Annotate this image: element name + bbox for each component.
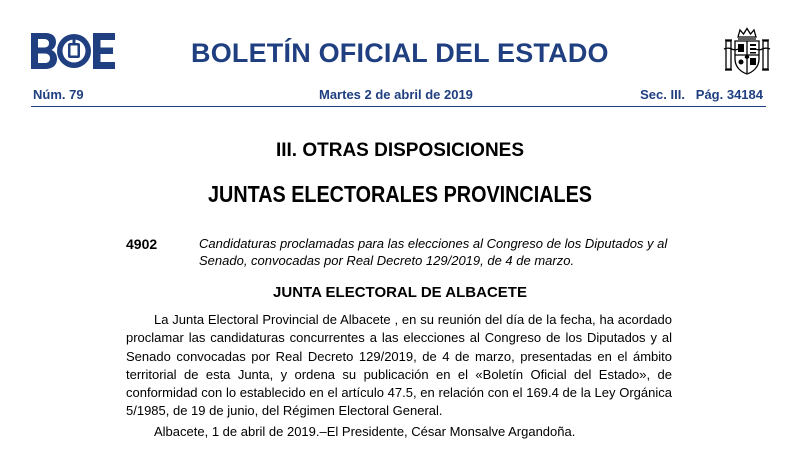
body-paragraph bbox=[126, 311, 672, 421]
body-paragraph-text: La Junta Electoral Provincial de Albacete , en su reunión del día de la fecha, ha acordado proclamar las candidaturas concurrentes a las elecciones al Congreso de los Diputados y al Senado convocadas por Real Decreto 129/2019, de 4 de marzo, presentadas en el ámbito territorial de esta Junta, y ordena su publicación en el «Boletín Oficial del Estado», de conformidad con lo establecido en el artículo 47.5, en relación con el 169.4 de la Ley Orgánica 5/1985, de 19 de junio, del Régimen Electoral General. bbox=[126, 312, 672, 419]
entry-number: 4902 bbox=[126, 236, 158, 252]
entry-summary: Candidaturas proclamadas para las elecciones al Congreso de los Diputados y al Senado, convocadas por Real Decreto 129/2019, de 4 de marzo. bbox=[199, 236, 668, 268]
issue-date: Martes 2 de abril de 2019 bbox=[319, 87, 473, 102]
signature-line: Albacete, 1 de abril de 2019.–El Presidente, César Monsalve Argandoña. bbox=[154, 424, 576, 439]
boe-logo-icon bbox=[31, 33, 115, 69]
header-divider bbox=[31, 106, 766, 107]
organization-title: JUNTA ELECTORAL DE ALBACETE bbox=[273, 284, 527, 301]
subsection-title: JUNTAS ELECTORALES PROVINCIALES bbox=[208, 181, 592, 207]
coat-of-arms-icon bbox=[723, 27, 771, 77]
section-title: III. OTRAS DISPOSICIONES bbox=[275, 140, 525, 161]
publication-title: BOLETÍN OFICIAL DEL ESTADO bbox=[191, 38, 609, 68]
section-page: Sec. III. Pág. 34184 bbox=[640, 87, 763, 102]
issue-number: Núm. 79 bbox=[33, 87, 84, 102]
